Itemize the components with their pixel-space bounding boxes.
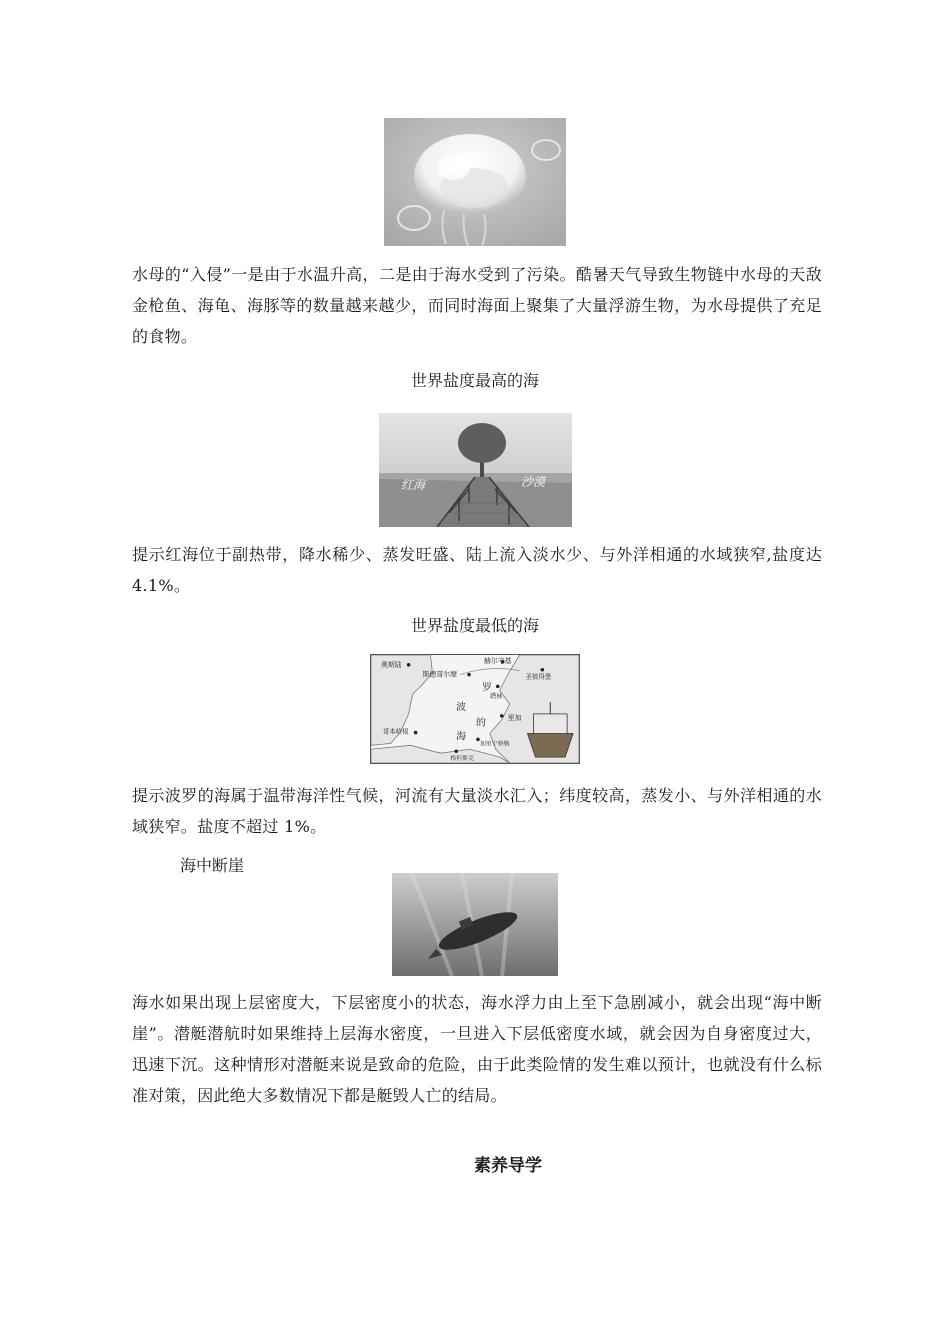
lowest-salinity-caption: 世界盐度最低的海 <box>411 616 540 635</box>
highest-salinity-caption: 世界盐度最高的海 <box>411 371 540 390</box>
map-label-copenhagen: 哥本哈根 <box>382 727 409 736</box>
jellyfish-paragraph: 水母的“入侵”一是由于水温升高，二是由于海水受到了污染。酷暑天气导致生物链中水母的天敌金枪鱼、海龟、海豚等的数量越来越少，而同时海面上聚集了大量浮游生物，为水母提供了充足的食物。 <box>132 265 822 346</box>
jellyfish-image <box>384 118 566 246</box>
red-sea-label: 红海 <box>401 478 426 492</box>
section-heading: 素养导学 <box>474 1156 542 1176</box>
red-sea-paragraph: 提示红海位于副热带，降水稀少、蒸发旺盛、陆上流入淡水少、与外洋相通的水域狭窄,盐度达 4.1%。 <box>132 545 822 595</box>
map-label-hai: 海 <box>456 731 467 743</box>
desert-label: 沙漠 <box>521 475 546 489</box>
map-label-oslo: 奥斯陆 <box>380 660 402 669</box>
map-label-tallinn: 塔林 <box>489 692 503 701</box>
red-sea-image <box>379 413 572 527</box>
map-label-st-petersburg: 圣彼得堡 <box>525 672 552 681</box>
cliff-caption: 海中断崖 <box>180 856 245 875</box>
map-label-de: 的 <box>475 717 486 729</box>
map-label-gdansk: 格但斯克 <box>450 756 474 763</box>
cliff-paragraph: 海水如果出现上层密度大，下层密度小的状态，海水浮力由上至下急剧减小，就会出现“海中断崖”。潜艇潜航时如果维持上层海水密度，一旦进入下层低密度水域，就会因为自身密度过大，迅速下沉。这种情形对潜艇来说是致命的危险，由于此类险情的发生难以预计，也就没有什么标准对策，因此绝大多数情况下都是艇毁人亡的结局。 <box>132 993 822 1105</box>
submarine-image <box>392 873 558 976</box>
baltic-sea-paragraph: 提示波罗的海属于温带海洋性气候，河流有大量淡水汇入；纬度较高，蒸发小、与外洋相通的水域狭窄。盐度不超过 1%。 <box>132 786 822 836</box>
map-label-helsinki: 赫尔辛基 <box>483 656 512 665</box>
map-label-stockholm: 斯德哥尔摩 <box>422 670 458 679</box>
map-label-riga: 里加 <box>507 713 522 722</box>
map-label-bo: 波 <box>456 702 467 713</box>
map-label-luo: 罗 <box>481 682 492 694</box>
baltic-sea-map <box>370 654 580 764</box>
map-label-kaliningrad: 加里宁格勒 <box>479 741 510 748</box>
